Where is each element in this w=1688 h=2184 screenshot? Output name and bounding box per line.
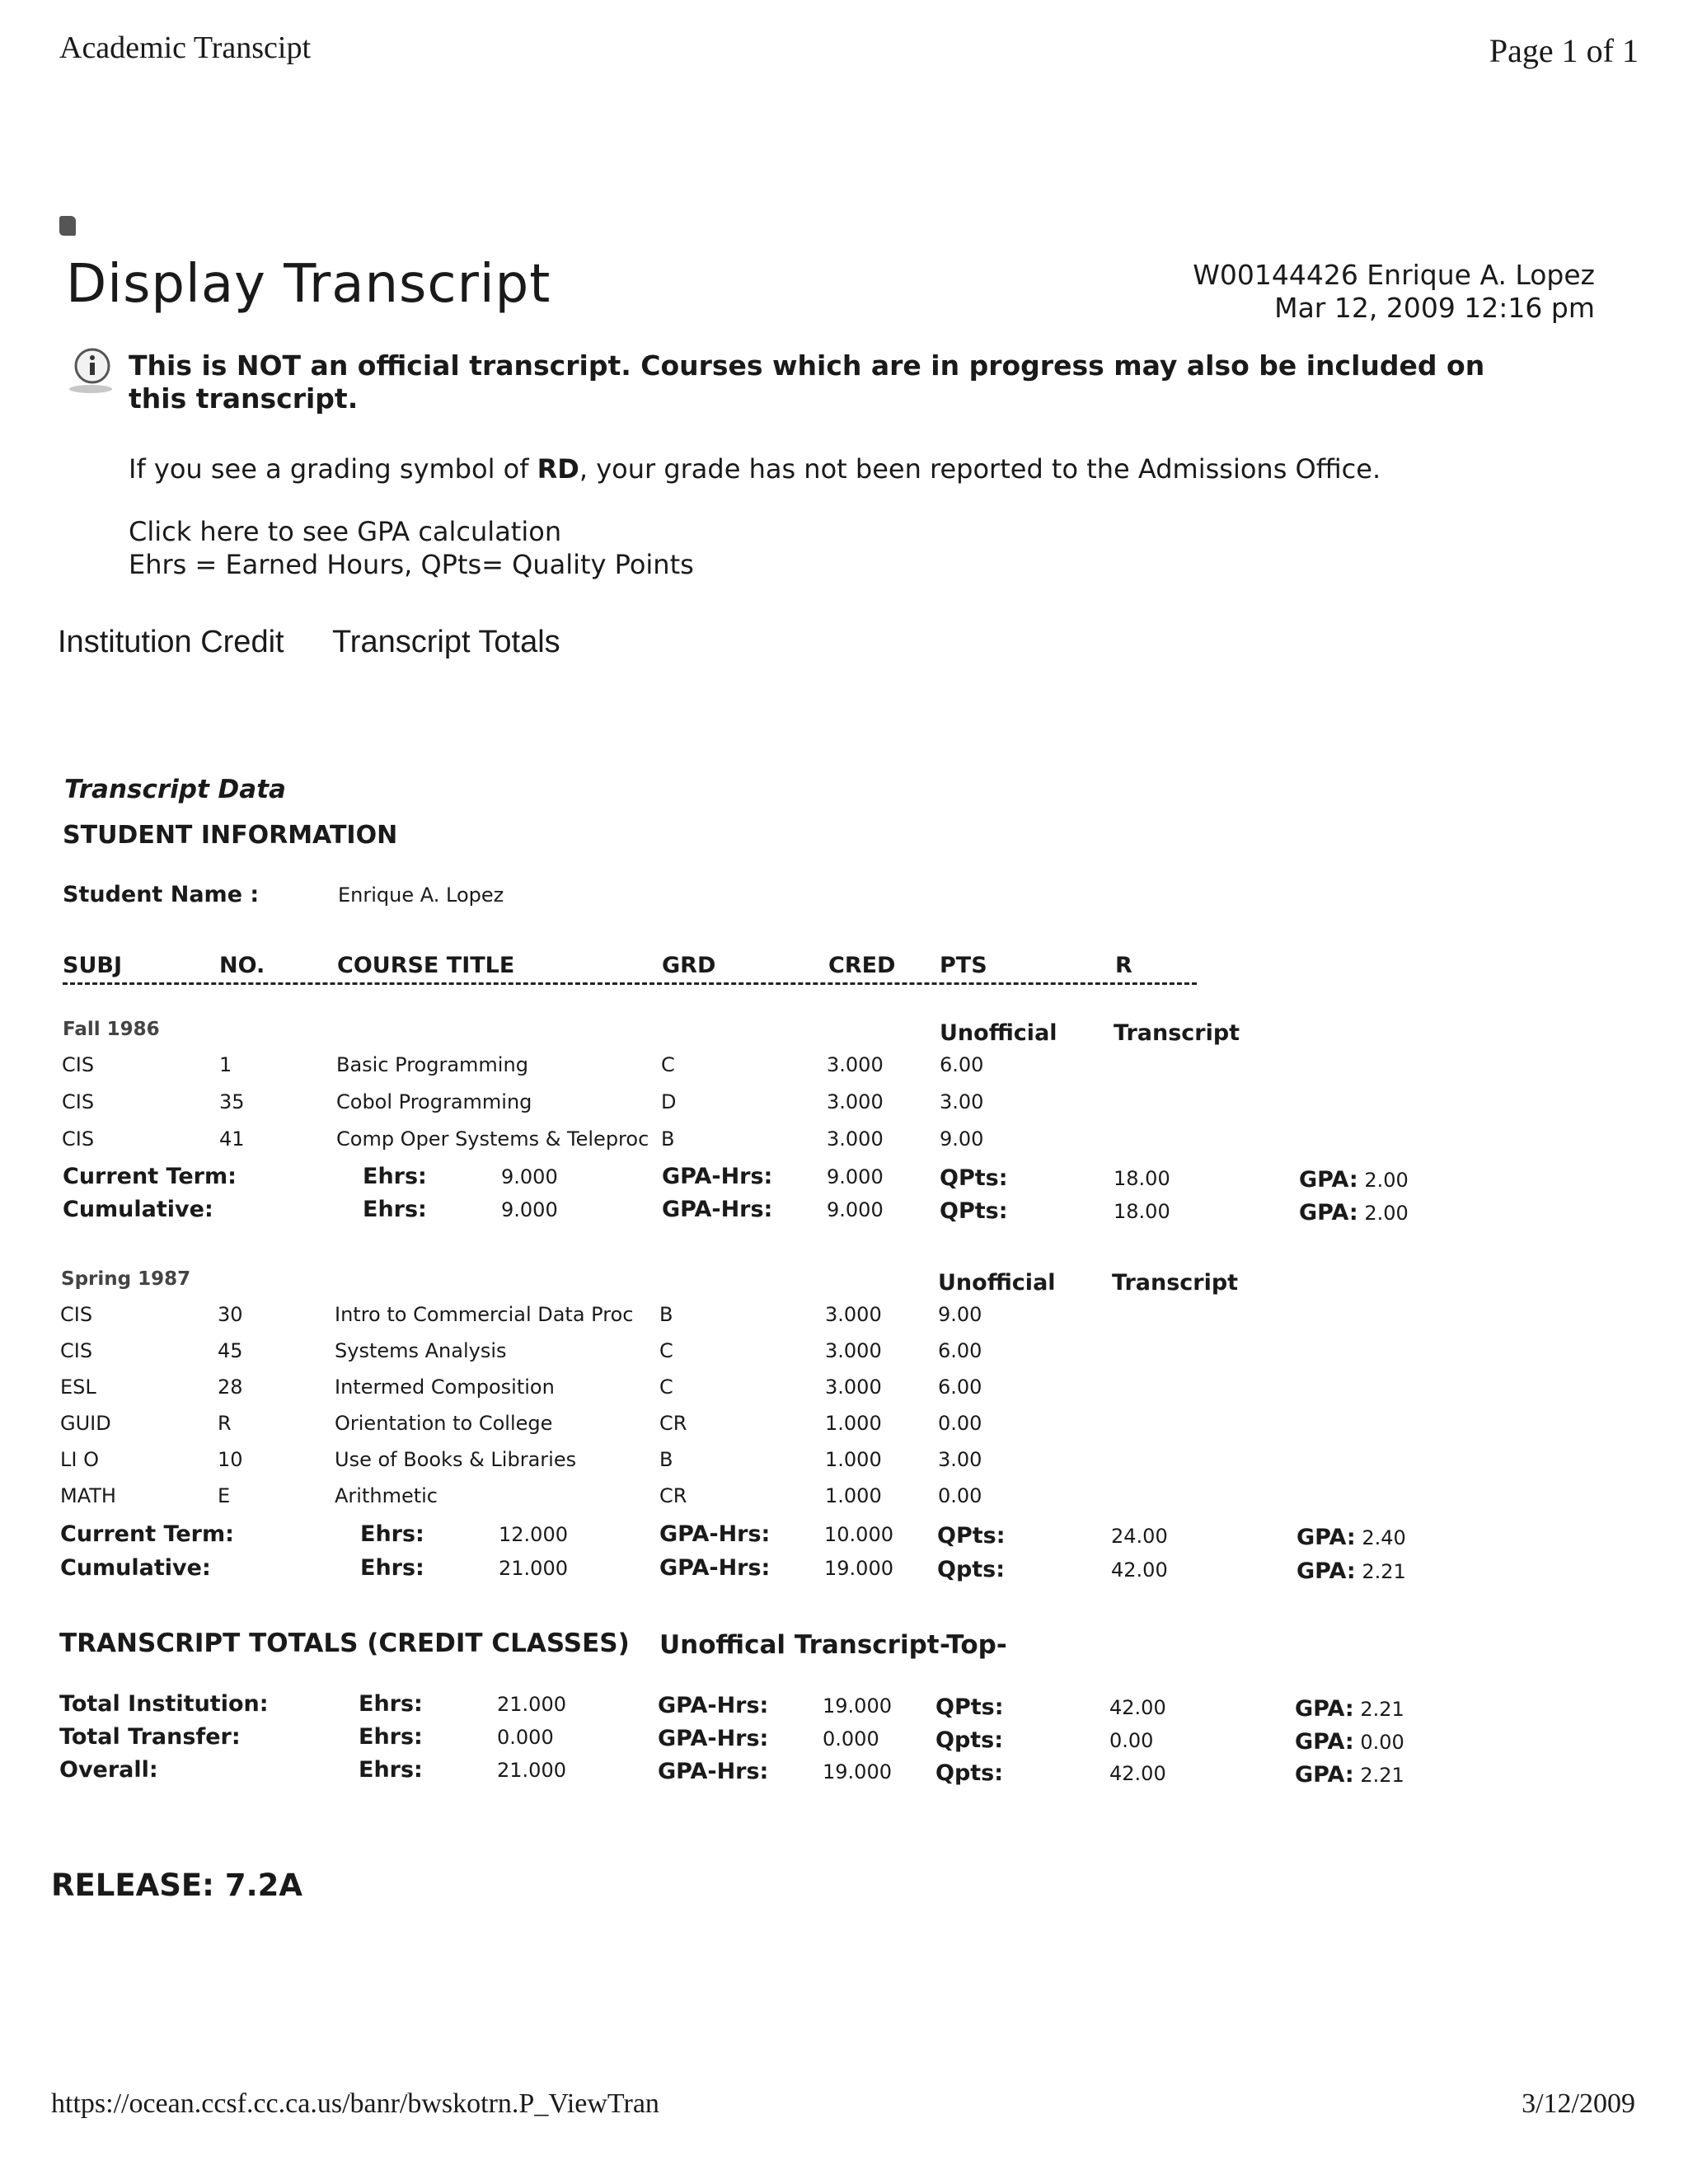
qpts-value: 42.00 [1111,1558,1168,1582]
ehrs-label: Ehrs: [360,1521,424,1547]
ehrs-value: 9.000 [501,1165,558,1188]
ehrs-value: 9.000 [501,1198,558,1221]
summary-label: Cumulative: [60,1555,211,1581]
ehrs-label: Ehrs: [359,1724,423,1750]
abbreviation-legend: Ehrs = Earned Hours, QPts= Quality Points [129,549,694,580]
gpa-label: GPA: [1295,1762,1354,1788]
timestamp: Mar 12, 2009 12:16 pm [1274,292,1595,324]
course-subj: CIS [60,1303,93,1326]
gpa-value-group [1295,1729,1404,1755]
course-no: 41 [219,1127,245,1151]
course-credits: 3.000 [825,1303,882,1326]
qpts-label: Qpts: [935,1727,1004,1753]
summary-label: Cumulative: [63,1197,213,1222]
gpa-value: 2.00 [1364,1202,1409,1225]
course-subj: GUID [60,1412,111,1435]
student-id-name: W00144426 Enrique A. Lopez [1193,259,1595,291]
scan-mark [59,216,76,236]
print-footer-url: https://ocean.ccsf.cc.ca.us/banr/bwskotrn.P_ViewTran [51,2088,659,2119]
unofficial-transcript-label: Unoffical Transcript [659,1630,940,1660]
gpa-value-group [1299,1167,1409,1193]
ehrs-value: 21.000 [497,1693,566,1716]
gpa-hrs-value: 9.000 [827,1165,884,1188]
gpa-label: GPA: [1295,1729,1354,1755]
gpa-value-group [1296,1558,1406,1584]
course-subj: CIS [62,1127,95,1151]
course-title: Comp Oper Systems & Teleproc [336,1127,649,1151]
qpts-label: Qpts: [937,1557,1006,1582]
course-credits: 3.000 [825,1339,882,1362]
qpts-label: QPts: [940,1165,1008,1191]
course-points: 6.00 [938,1376,982,1399]
course-credits: 3.000 [827,1127,884,1151]
course-points: 0.00 [938,1484,982,1507]
column-header-subj: SUBJ [63,953,122,978]
course-points: 9.00 [938,1303,982,1326]
print-footer-date: 3/12/2009 [1522,2088,1635,2119]
course-title: Cobol Programming [336,1090,532,1113]
print-header-page-number: Page 1 of 1 [1489,32,1639,69]
qpts-label: Qpts: [935,1760,1004,1786]
course-subj: ESL [60,1376,96,1399]
gpa-value-group [1295,1762,1404,1788]
ehrs-label: Ehrs: [360,1555,424,1581]
transcript-data-heading: Transcript Data [64,775,286,804]
term-name: Spring 1987 [61,1268,191,1290]
course-subj: CIS [60,1339,93,1362]
course-subj: CIS [62,1090,95,1113]
course-points: 9.00 [940,1127,984,1151]
term-transcript-label: Transcript [1114,1020,1240,1046]
gpa-hrs-label: GPA-Hrs: [658,1759,769,1784]
course-points: 6.00 [938,1339,982,1362]
gpa-calculation-link[interactable]: Click here to see GPA calculation [129,516,562,547]
column-header-grd: GRD [662,953,716,978]
course-points: 0.00 [938,1412,982,1435]
gpa-label: GPA: [1296,1558,1356,1584]
term-unofficial-label: Unofficial [940,1020,1057,1046]
ehrs-value: 12.000 [499,1523,568,1546]
course-credits: 3.000 [827,1090,884,1113]
qpts-value: 18.00 [1114,1200,1170,1223]
course-no: 10 [218,1448,243,1471]
rd-note-text: If you see a grading symbol of [129,453,537,485]
column-header-no: NO. [219,953,265,978]
ehrs-value: 21.000 [497,1759,566,1782]
qpts-label: QPts: [937,1523,1006,1549]
qpts-label: QPts: [935,1694,1004,1720]
totals-label: Total Transfer: [59,1724,241,1750]
gpa-label: GPA: [1299,1167,1358,1193]
course-credits: 1.000 [825,1448,882,1471]
course-no: 28 [218,1376,243,1399]
course-subj: MATH [60,1484,116,1507]
course-no: 1 [219,1053,232,1076]
course-credits: 1.000 [825,1412,882,1435]
totals-label: Total Institution: [59,1691,269,1717]
course-grade: B [659,1448,673,1471]
gpa-hrs-label: GPA-Hrs: [662,1197,773,1222]
course-no: E [218,1484,231,1507]
course-grade: B [661,1127,675,1151]
ehrs-value: 0.000 [497,1726,554,1749]
transcript-totals-heading: TRANSCRIPT TOTALS (CREDIT CLASSES) [59,1629,630,1658]
qpts-label: QPts: [940,1198,1008,1224]
column-header-r: R [1115,953,1132,978]
gpa-hrs-value: 19.000 [823,1694,892,1718]
course-grade: CR [659,1484,687,1507]
gpa-value-group [1295,1696,1404,1722]
course-subj: LI O [60,1448,99,1471]
course-title: Intermed Composition [335,1376,555,1399]
course-no: R [218,1412,232,1435]
ehrs-label: Ehrs: [363,1164,427,1189]
course-title: Orientation to College [335,1412,553,1435]
gpa-value: 0.00 [1360,1731,1404,1754]
gpa-hrs-value: 10.000 [824,1523,893,1546]
ehrs-label: Ehrs: [359,1691,423,1717]
student-information-heading: STUDENT INFORMATION [63,821,398,850]
gpa-hrs-label: GPA-Hrs: [658,1726,769,1751]
course-credits: 3.000 [825,1376,882,1399]
student-name-label: Student Name : [63,882,260,907]
course-grade: C [659,1339,673,1362]
page-title: Display Transcript [66,254,551,315]
gpa-label: GPA: [1295,1696,1354,1722]
qpts-value: 42.00 [1109,1762,1166,1785]
gpa-hrs-value: 0.000 [823,1727,879,1750]
summary-label: Current Term: [60,1521,234,1547]
print-header-title: Academic Transcipt [59,30,312,65]
gpa-value: 2.00 [1364,1169,1409,1192]
gpa-hrs-value: 19.000 [824,1557,893,1580]
rd-grade-note [129,453,1381,485]
gpa-value: 2.21 [1360,1698,1404,1721]
course-title: Basic Programming [336,1053,528,1076]
ehrs-value: 21.000 [499,1557,568,1580]
gpa-label: GPA: [1296,1525,1356,1550]
column-header-course-title: COURSE TITLE [337,953,515,978]
course-points: 6.00 [940,1053,984,1076]
course-grade: C [659,1376,673,1399]
course-grade: B [659,1303,673,1326]
totals-label: Overall: [59,1757,158,1783]
gpa-value-group [1296,1525,1406,1550]
rd-symbol: RD [537,453,579,485]
course-no: 35 [219,1090,245,1113]
course-grade: CR [659,1412,687,1435]
course-credits: 3.000 [827,1053,884,1076]
course-no: 30 [218,1303,243,1326]
qpts-value: 42.00 [1109,1696,1166,1719]
course-no: 45 [218,1339,243,1362]
course-title: Systems Analysis [335,1339,507,1362]
column-header-pts: PTS [940,953,987,978]
gpa-hrs-label: GPA-Hrs: [659,1555,771,1581]
gpa-label: GPA: [1299,1200,1358,1226]
term-unofficial-label: Unofficial [938,1270,1056,1296]
student-name-value: Enrique A. Lopez [338,883,504,907]
gpa-value-group [1299,1200,1409,1226]
qpts-value: 24.00 [1111,1525,1168,1548]
rd-note-text-end: , your grade has not been reported to the Admissions Office. [579,453,1381,485]
gpa-value: 2.21 [1362,1560,1406,1583]
course-title: Use of Books & Libraries [335,1448,577,1471]
course-credits: 1.000 [825,1484,882,1507]
gpa-value: 2.21 [1360,1764,1404,1787]
course-grade: C [661,1053,675,1076]
course-grade: D [661,1090,677,1113]
unofficial-notice: This is NOT an official transcript. Courses which are in progress may also be included on this transcript. [129,349,1485,415]
gpa-value: 2.40 [1362,1526,1406,1549]
column-header-cred: CRED [828,953,896,978]
top-link[interactable]: -Top- [940,1630,1007,1660]
course-points: 3.00 [938,1448,982,1471]
course-title: Arithmetic [335,1484,438,1507]
gpa-hrs-value: 9.000 [827,1198,884,1221]
gpa-hrs-label: GPA-Hrs: [658,1693,769,1718]
course-title: Intro to Commercial Data Proc [335,1303,634,1326]
release-version: RELEASE: 7.2A [51,1868,303,1903]
gpa-hrs-label: GPA-Hrs: [659,1521,771,1547]
term-transcript-label: Transcript [1112,1270,1239,1296]
tab-institution-credit[interactable]: Institution Credit [58,625,284,659]
tab-transcript-totals[interactable]: Transcript Totals [332,625,560,659]
info-icon [63,344,119,396]
gpa-hrs-value: 19.000 [823,1760,892,1783]
term-name: Fall 1986 [63,1019,160,1040]
qpts-value: 0.00 [1109,1729,1154,1752]
course-subj: CIS [62,1053,95,1076]
summary-label: Current Term: [63,1164,237,1189]
qpts-value: 18.00 [1114,1167,1170,1190]
header-divider [63,982,1197,985]
course-points: 3.00 [940,1090,984,1113]
ehrs-label: Ehrs: [363,1197,427,1222]
gpa-hrs-label: GPA-Hrs: [662,1164,773,1189]
ehrs-label: Ehrs: [359,1757,423,1783]
